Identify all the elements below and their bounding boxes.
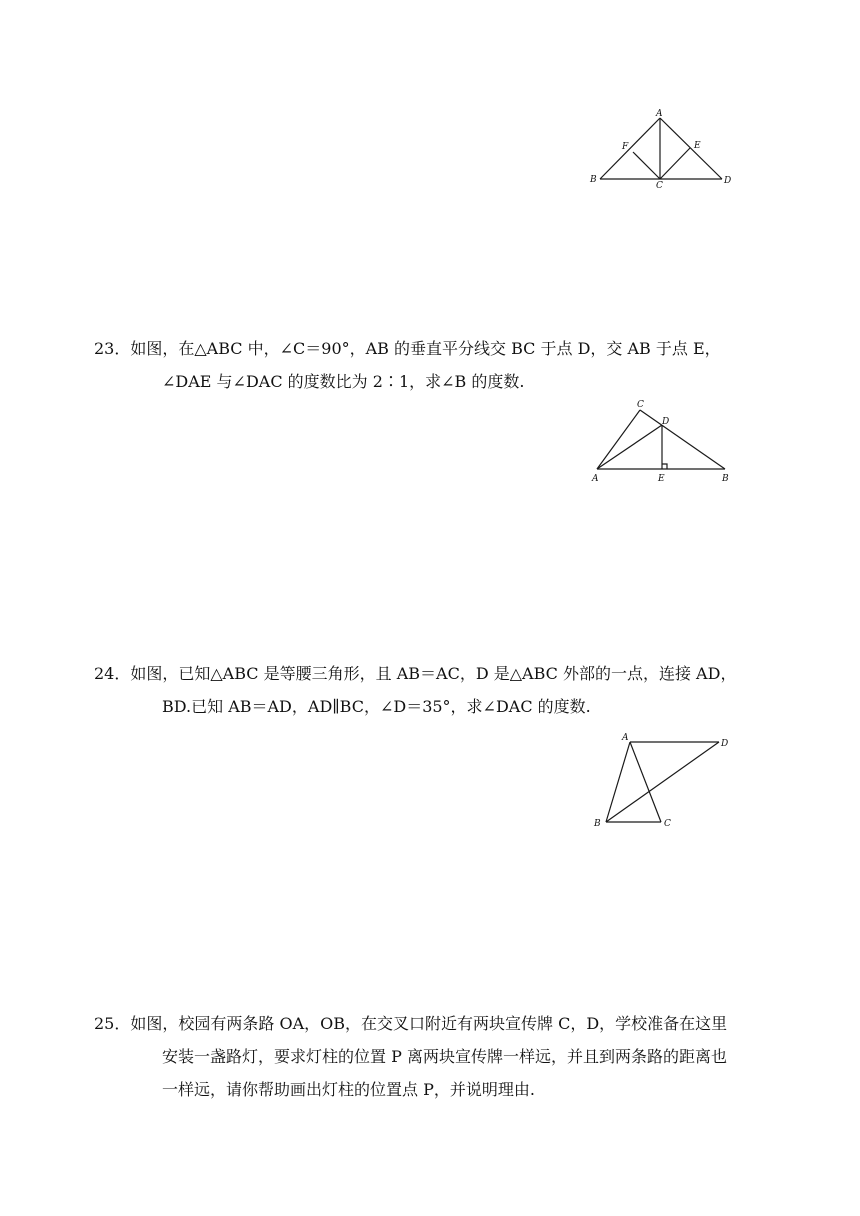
label-b: B — [590, 175, 597, 185]
figure-22 — [588, 108, 738, 190]
label-c: C — [664, 819, 671, 829]
problem-text: 如图，已知△ABC 是等腰三角形，且 AB＝AC，D 是△ABC 外部的一点，连接 AD，BD.已知 AB＝AD，AD∥BC，∠D＝35°，求∠DAC 的度数. — [130, 664, 737, 716]
figure-24 — [588, 728, 738, 830]
problem-24 — [94, 657, 738, 723]
figure-23 — [588, 398, 738, 488]
problem-text: 如图，在△ABC 中，∠C＝90°，AB 的垂直平分线交 BC 于点 D，交 AB 于点 E，∠DAE 与∠DAC 的度数比为 2∶1，求∠B 的度数. — [130, 339, 721, 391]
label-e: E — [658, 474, 665, 484]
figure-22-svg — [588, 108, 738, 190]
segment-ab — [606, 742, 630, 822]
label-d: D — [724, 176, 732, 186]
label-c: C — [656, 181, 663, 191]
problem-25 — [94, 1007, 738, 1106]
segment-ad — [597, 425, 662, 469]
segment-bd — [606, 742, 719, 822]
label-d: D — [662, 417, 670, 427]
segment-cb — [640, 410, 725, 469]
label-a: A — [592, 474, 599, 484]
label-d: D — [721, 739, 729, 749]
segment-ac — [597, 410, 640, 469]
label-e: E — [694, 141, 701, 151]
segment-fc — [633, 152, 660, 179]
problem-23 — [94, 332, 738, 398]
figure-24-svg — [588, 728, 738, 830]
problem-number: 23． — [94, 339, 131, 358]
right-angle-mark — [662, 464, 667, 469]
label-c: C — [637, 400, 644, 410]
label-b: B — [722, 474, 729, 484]
problem-23-paragraph — [94, 332, 738, 398]
problem-25-paragraph — [94, 1007, 738, 1106]
figure-23-svg — [588, 398, 738, 488]
label-f: F — [622, 142, 629, 152]
label-a: A — [622, 733, 629, 743]
label-b: B — [594, 819, 601, 829]
problem-number: 24． — [94, 664, 131, 683]
segment-ac — [630, 742, 661, 822]
label-a: A — [656, 109, 663, 119]
segment-ec — [660, 148, 690, 179]
problem-number: 25． — [94, 1014, 131, 1033]
problem-text: 如图，校园有两条路 OA，OB，在交叉口附近有两块宣传牌 C，D，学校准备在这里安装一盏路灯，要求灯柱的位置 P 离两块宣传牌一样远，并且到两条路的距离也一样远，请你帮助画出灯柱的位置点 P，并说明理由. — [130, 1014, 728, 1099]
problem-24-paragraph — [94, 657, 738, 723]
